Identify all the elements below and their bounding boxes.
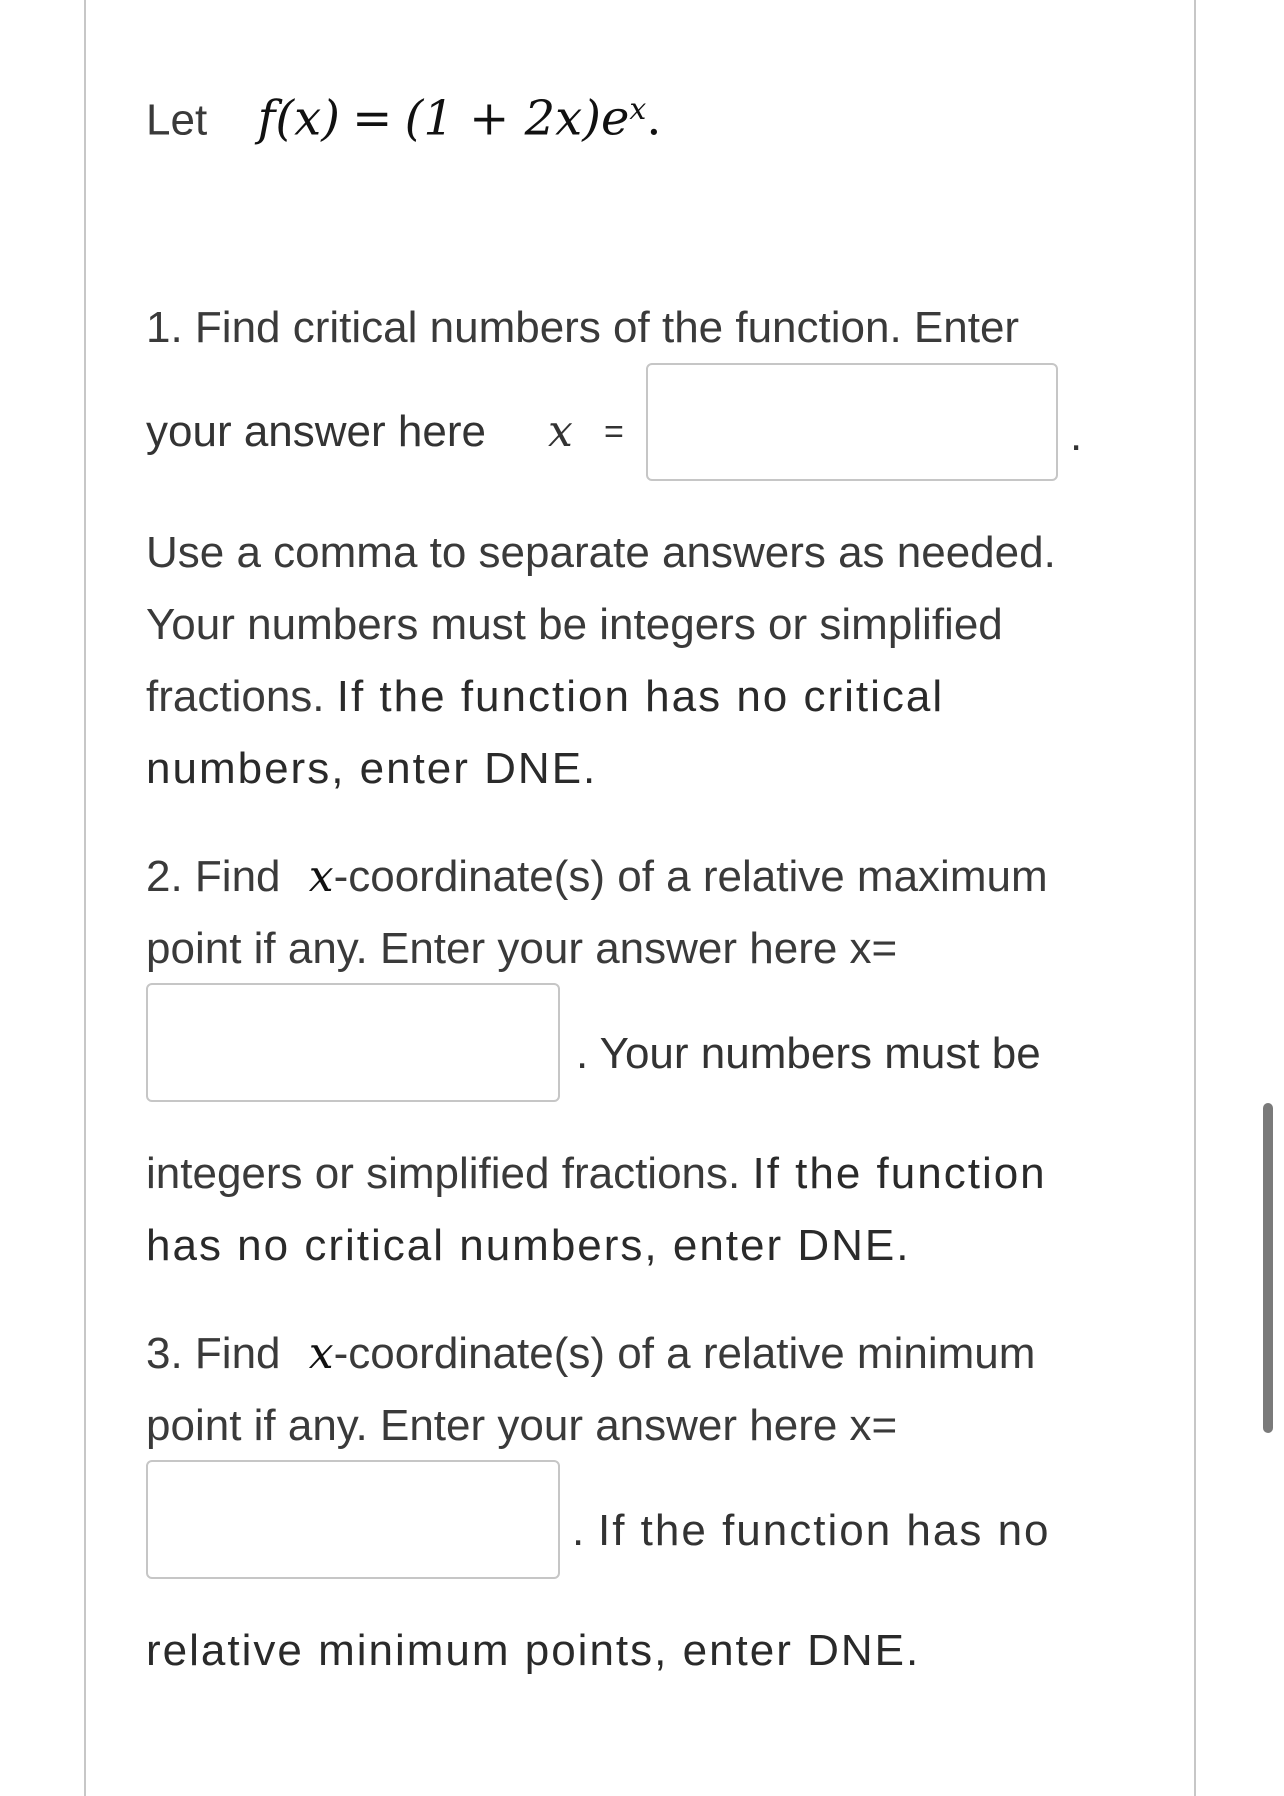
q3-answer-input[interactable] (146, 1460, 560, 1579)
q1-instruction-4: numbers, enter DNE. (146, 744, 598, 793)
scrollbar-thumb[interactable] (1263, 1103, 1273, 1433)
function-rhs: (1 + 2x)e (404, 90, 630, 147)
q2-find-label: 2. Find (146, 852, 281, 901)
q1-instruction-1: Use a comma to separate answers as needed. (146, 528, 1056, 577)
q1-instruction-3 (146, 669, 944, 725)
q2-answer-input[interactable] (146, 983, 560, 1102)
q3-variable: x (308, 1328, 334, 1379)
q3-text-line2: point if any. Enter your answer here x= (146, 1401, 898, 1450)
q2-text-line3b: If the function (752, 1149, 1047, 1198)
q2-text-line4: has no critical numbers, enter DNE. (146, 1221, 911, 1270)
q2-after-box: . Your numbers must be (576, 1029, 1041, 1078)
function-definition (146, 82, 662, 149)
q2-text-line3 (146, 1146, 1047, 1202)
q3-coordinate-label: -coordinate(s) of a relative minimum (333, 1329, 1036, 1378)
q1-answer-input[interactable] (646, 363, 1058, 481)
q2-text-line3a: integers or simplified fractions. (146, 1149, 741, 1198)
q1-text-line1: 1. Find critical numbers of the function. Enter (146, 303, 1020, 352)
q2-text-line2: point if any. Enter your answer here x= (146, 924, 898, 973)
q3-text-line3: relative minimum points, enter DNE. (146, 1626, 921, 1675)
function-exponent: x (629, 92, 647, 127)
function-equals: = (352, 90, 393, 147)
q3-after-box: If the function has no (598, 1506, 1051, 1555)
q1-variable: x (548, 406, 573, 457)
q1-after-box: . (1070, 411, 1083, 460)
q2-text-line1 (146, 849, 1048, 905)
function-lhs: f(x) (257, 90, 340, 147)
let-label: Let (146, 95, 208, 145)
q1-equals: = (604, 413, 624, 451)
q3-after-box-dot: . (572, 1506, 585, 1555)
q1-instruction-2: Your numbers must be integers or simplified (146, 600, 1003, 649)
function-period: . (646, 90, 662, 147)
q1-prompt: your answer here (146, 407, 486, 456)
q1-instruction-3b: If the function has no critical (336, 672, 945, 721)
q2-variable: x (308, 851, 334, 902)
q2-coordinate-label: -coordinate(s) of a relative maximum (333, 852, 1048, 901)
q3-text-line1 (146, 1326, 1035, 1382)
q1-instruction-3a: fractions. (146, 672, 325, 721)
q3-find-label: 3. Find (146, 1329, 281, 1378)
